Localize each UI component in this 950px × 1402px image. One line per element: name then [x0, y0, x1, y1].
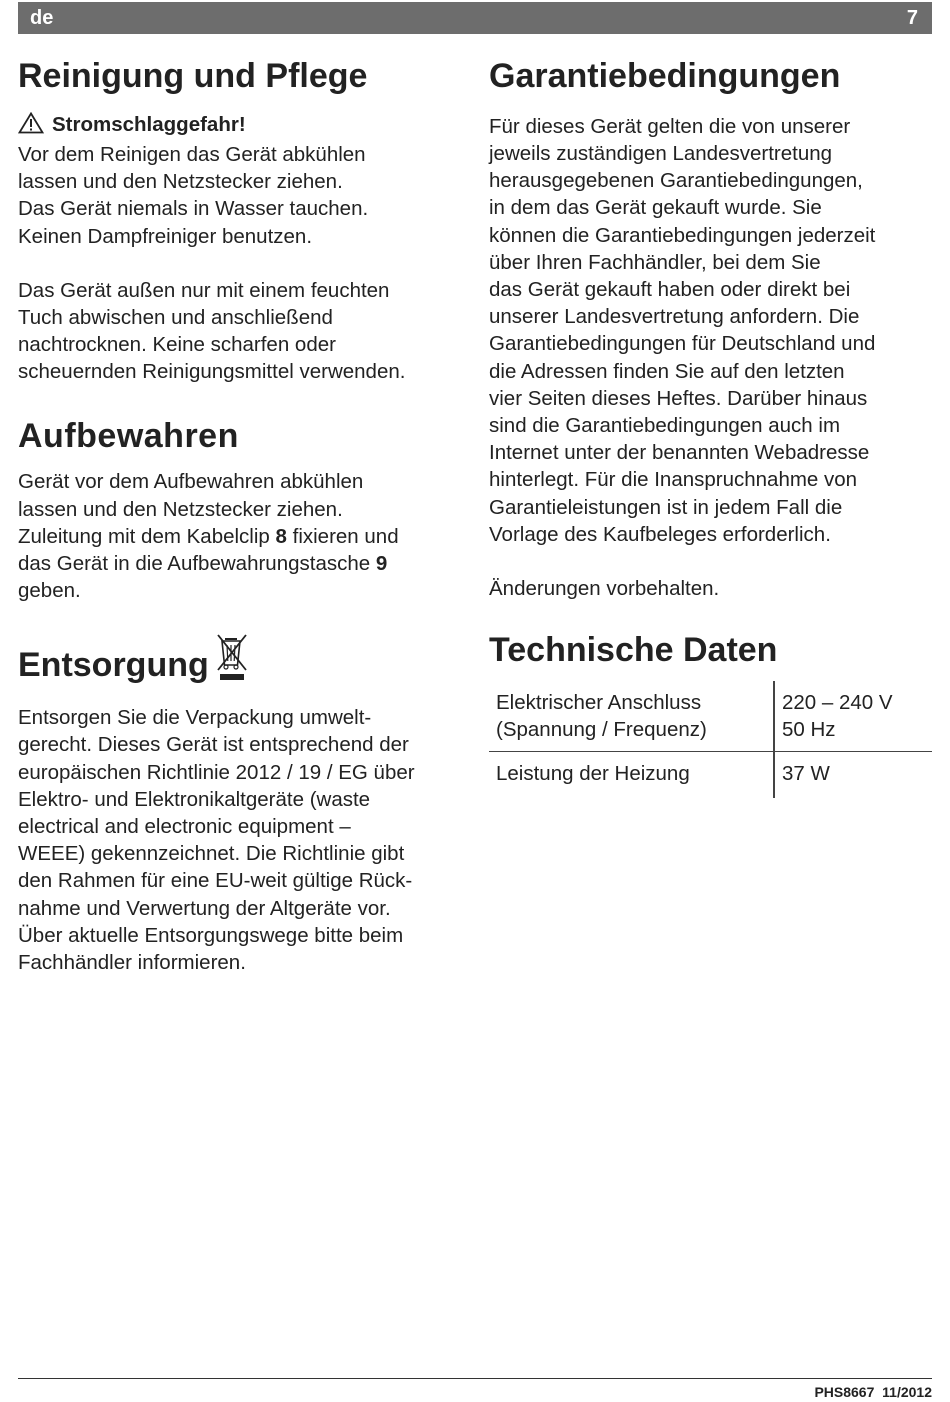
weee-crossed-bin-icon: [215, 632, 249, 692]
warranty-title: Garantiebedingungen: [489, 57, 841, 95]
cleaning-text: Das Gerät außen nur mit einem feuchten Tuch abwischen und anschließend nachtrocknen. Keine scharfen oder scheuernden Reinigungsmittel verwenden.: [18, 278, 406, 384]
disposal-section: [18, 632, 458, 976]
header-bar: [18, 2, 932, 34]
footer: [814, 1384, 932, 1400]
tech-value-connection: 220 – 240 V 50 Hz: [774, 681, 932, 752]
table-row: [489, 681, 932, 752]
print-date: 11/2012: [882, 1384, 932, 1400]
ref-kabelclip: 8: [275, 524, 287, 548]
storage-section: [18, 416, 458, 605]
footer-rule: [18, 1378, 932, 1379]
model-number: PHS8667: [814, 1384, 875, 1400]
table-row: [489, 752, 932, 798]
disposal-text: Entsorgen Sie die Verpackung umwelt- gerecht. Dieses Gerät ist entsprechend der europäischen Richtlinie 2012 / 19 / EG über Elektro- und Elektronikaltgeräte (waste electrical and electronic equipment – WEEE) gekennzeichnet. Die Richtlinie gibt den Rahmen für eine EU-weit gültige Rück- nahme und Verwertung der Altgeräte vor. Über aktuelle Entsorgungswege bitte beim Fachhändler informieren.: [18, 706, 415, 975]
disposal-title: Entsorgung: [18, 632, 458, 692]
cleaning-section: [18, 56, 458, 386]
warranty-text: Für dieses Gerät gelten die von unserer jeweils zuständigen Landesvertretung herausgegebenen Garantiebedingungen, in dem das Gerät gekauft wurde. Sie können die Garantiebedingungen jederzeit über Ihren Fachhändler, bei dem Sie das Gerät gekauft haben oder direkt bei unserer Landesvertretung anfordern. Die Garantiebedingungen für Deutschland und die Adressen finden Sie auf den letzten vier Seiten dieses Heftes. Darüber hinaus sind die Garantiebedingungen auch im Internet unter der benannten Webadresse hinterlegt. Für die Inanspruchnahme von Garantieleistungen ist in jedem Fall die Vorlage des Kaufbeleges erforderlich.: [489, 114, 876, 546]
warning-text: Vor dem Reinigen das Gerät abkühlen lassen und den Netzstecker ziehen. Das Gerät niemals in Wasser tauchen. Keinen Dampfreiniger benutzen.: [18, 143, 369, 248]
tech-table: [489, 681, 932, 798]
tech-section: [489, 630, 932, 797]
left-column: [18, 56, 458, 976]
tech-label-heating: Leistung der Heizung: [489, 752, 774, 798]
changes-note: Änderungen vorbehalten.: [489, 577, 720, 601]
warranty-section: [489, 56, 932, 602]
warning-heading: [18, 111, 458, 141]
page-number: 7: [906, 7, 918, 29]
tech-title: Technische Daten: [489, 631, 778, 670]
right-column: [489, 56, 932, 798]
storage-text: Gerät vor dem Aufbewahren abkühlen lassen und den Netzstecker ziehen. Zuleitung mit dem Kabelclip 8 fixieren und das Gerät in die Aufbewahrungstasche 9 geben.: [18, 470, 399, 603]
warning-label: Stromschlaggefahr!: [52, 112, 246, 136]
tech-label-connection: Elektrischer Anschluss (Spannung / Frequenz): [489, 681, 774, 752]
storage-title: Aufbewahren: [18, 416, 239, 455]
cleaning-title: Reinigung und Pflege: [18, 57, 368, 95]
warning-triangle-icon: [18, 112, 44, 141]
tech-value-heating: 37 W: [782, 762, 830, 786]
language-code: de: [30, 7, 54, 29]
ref-aufbewahrungstasche: 9: [375, 552, 388, 576]
